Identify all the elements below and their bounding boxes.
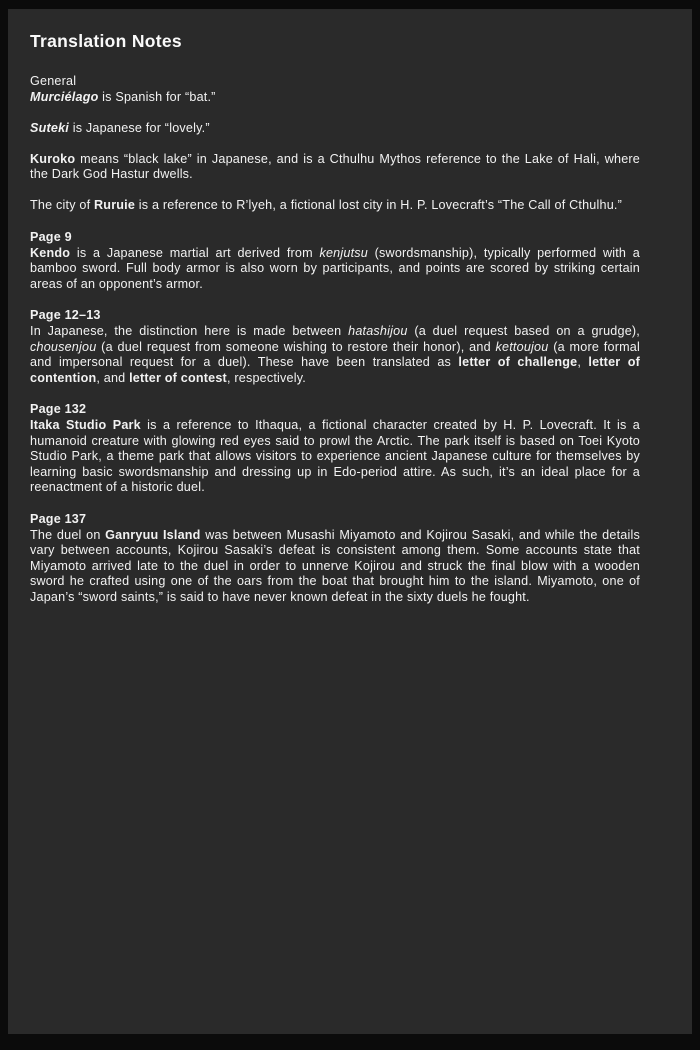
text-segment: In Japanese, the distinction here is made between bbox=[30, 324, 349, 339]
text-segment: kenjutsu bbox=[319, 245, 368, 260]
text-segment: letter of contest bbox=[129, 370, 227, 385]
paragraph bbox=[30, 152, 640, 183]
notes-section bbox=[30, 74, 640, 214]
text-segment: Ruruie bbox=[94, 198, 136, 213]
text-segment: kettoujou bbox=[495, 339, 549, 354]
page-title: Translation Notes bbox=[30, 31, 182, 51]
paragraph bbox=[30, 121, 640, 137]
text-segment: (swordsmanship), typically performed with a bamboo sword. Full body armor is also worn by participants, and points are scored by striking certain areas of an opponent’s armor. bbox=[30, 245, 640, 291]
text-segment: was between Musashi Miyamoto and Kojirou Sasaki, and while the details vary between accounts, Kojirou Sasaki’s defeat is consistent among them. Some accounts state that Miyamoto arrived late to the duel in order to unnerve Kojirou and struck the final blow with a wooden sword he crafted using one of the oars from the boat that brought him to the island. Miyamoto, one of Japan’s “sword saints,” is said to have never known defeat in the sixty duels he fought. bbox=[30, 527, 640, 604]
text-segment: means “black lake” in Japanese, and is a Cthulhu Mythos reference to the Lake of Hali, where the Dark God Hastur dwells. bbox=[30, 151, 640, 182]
text-segment: is a reference to Ithaqua, a fictional character created by H. P. Lovecraft. It is a humanoid creature with glowing red eyes said to prowl the Arctic. The park itself is based on Toei Kyoto Studio Park, a theme park that allows visitors to experience ancient Japanese culture for themselves by learning basic swordsmanship and dressing up in Edo-period attire. As such, it’s an ideal place for a reenactment of a historic duel. bbox=[30, 418, 640, 495]
notes-section bbox=[30, 308, 640, 386]
text-segment: is a Japanese martial art derived from bbox=[70, 245, 320, 260]
paragraph bbox=[30, 198, 640, 214]
text-segment: Ganryuu Island bbox=[105, 527, 201, 542]
text-segment: The city of bbox=[30, 198, 94, 213]
text-segment: letter of challenge bbox=[458, 355, 578, 370]
text-segment: (a more formal and impersonal request for a duel). These have been translated as bbox=[30, 339, 640, 370]
notes-section bbox=[30, 402, 640, 496]
text-segment: Suteki bbox=[30, 120, 69, 135]
text-segment: chousenjou bbox=[30, 339, 97, 354]
text-segment: is Spanish for “bat.” bbox=[98, 89, 216, 104]
text-segment: Kendo bbox=[30, 245, 71, 260]
text-segment: (a duel request based on a grudge), bbox=[407, 324, 640, 339]
section-heading: General bbox=[30, 74, 77, 88]
text-segment: Murciélago bbox=[30, 89, 99, 104]
text-segment: Itaka Studio Park bbox=[30, 418, 141, 432]
paragraph bbox=[30, 246, 640, 293]
text-segment: The duel on bbox=[30, 527, 106, 542]
text-segment: , respectively. bbox=[226, 370, 307, 385]
text-segment: , bbox=[577, 355, 589, 370]
section-heading: Page 132 bbox=[30, 402, 87, 417]
text-segment: hatashijou bbox=[348, 324, 408, 339]
notes-section bbox=[30, 512, 640, 606]
paragraph bbox=[30, 528, 640, 606]
text-segment: Kuroko bbox=[30, 151, 76, 166]
paragraph bbox=[30, 90, 640, 106]
notes-sections bbox=[30, 74, 640, 606]
section-heading: Page 137 bbox=[30, 511, 87, 526]
text-segment: is Japanese for “lovely.” bbox=[69, 120, 210, 135]
translation-notes-page bbox=[8, 9, 692, 1034]
notes-section bbox=[30, 230, 640, 292]
text-segment: letter of contention bbox=[30, 355, 641, 385]
paragraph bbox=[30, 324, 640, 386]
text-segment: is a reference to R’lyeh, a fictional lost city in H. P. Lovecraft’s “The Call of Cthulhu.” bbox=[135, 198, 623, 213]
section-heading: Page 9 bbox=[30, 230, 72, 245]
section-heading: Page 12–13 bbox=[30, 308, 101, 323]
text-segment: , and bbox=[96, 370, 130, 385]
text-segment: (a duel request from someone wishing to restore their honor), and bbox=[96, 339, 496, 354]
paragraph bbox=[30, 418, 640, 496]
